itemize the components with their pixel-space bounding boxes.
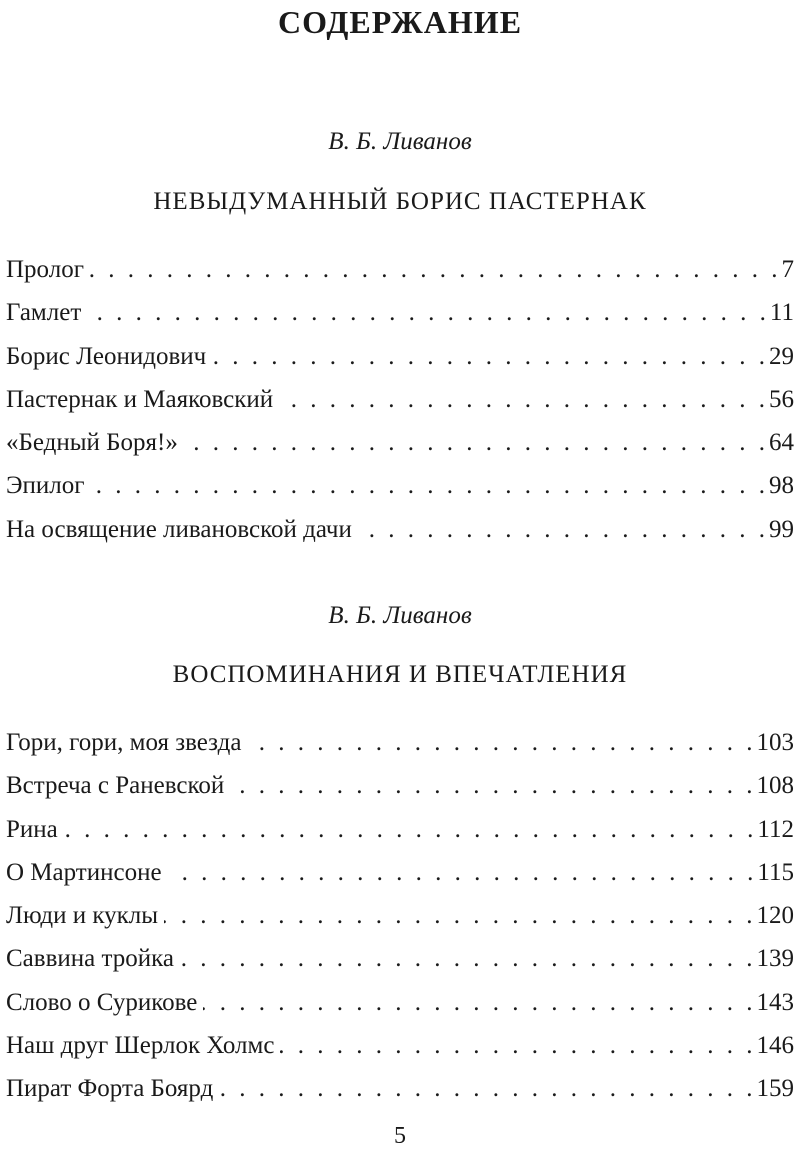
toc-entry-title: Слово о Сурикове xyxy=(6,988,198,1016)
toc-entry[interactable] xyxy=(6,421,794,464)
section-1-entries xyxy=(6,248,794,551)
toc-entry-page: 7 xyxy=(781,256,794,283)
toc-entry[interactable] xyxy=(6,851,794,894)
dot-leader xyxy=(87,291,766,334)
toc-entry-title: Пролог xyxy=(6,256,84,283)
dot-leader xyxy=(168,851,754,894)
page-number: 5 xyxy=(394,1123,406,1149)
section-1-author: В. Б. Ливанов xyxy=(328,128,472,155)
dot-leader xyxy=(203,981,752,1024)
toc-entry[interactable] xyxy=(6,378,794,421)
toc-entry-page: 146 xyxy=(756,1032,794,1060)
toc-entry-page: 98 xyxy=(769,472,794,500)
toc-entry[interactable] xyxy=(6,291,794,334)
toc-entry[interactable] xyxy=(6,1067,794,1110)
toc-entry-title: Гори, гори, моя звезда xyxy=(6,729,242,756)
dot-leader xyxy=(212,335,765,378)
toc-entry[interactable] xyxy=(6,808,794,851)
dot-leader xyxy=(164,894,752,937)
toc-entry[interactable] xyxy=(6,764,794,807)
toc-entry[interactable] xyxy=(6,894,794,937)
toc-entry-title: О Мартинсоне xyxy=(6,858,162,886)
dot-leader xyxy=(91,464,766,507)
toc-entry[interactable] xyxy=(6,248,794,291)
toc-entry-page: 103 xyxy=(756,729,794,756)
toc-entry[interactable] xyxy=(6,1024,794,1067)
toc-entry[interactable] xyxy=(6,464,794,507)
toc-entry-page: 143 xyxy=(756,988,794,1016)
toc-entry-page: 139 xyxy=(756,945,794,973)
dot-leader xyxy=(219,1067,752,1110)
section-2-title: ВОСПОМИНАНИЯ И ВПЕЧАТЛЕНИЯ xyxy=(172,661,628,688)
section-1-title: НЕВЫДУМАННЫЙ БОРИС ПАСТЕРНАК xyxy=(153,188,647,215)
toc-entry-title: Пират Форта Боярд xyxy=(6,1075,214,1103)
dot-leader xyxy=(280,1024,752,1067)
toc-entry[interactable] xyxy=(6,508,794,551)
toc-entry-page: 108 xyxy=(756,772,794,800)
toc-entry-page: 99 xyxy=(769,515,794,543)
section-2-entries xyxy=(6,721,794,1111)
toc-entry-title: Гамлет xyxy=(6,299,82,327)
toc-entry-title: Эпилог xyxy=(6,472,85,500)
toc-entry-page: 64 xyxy=(769,429,794,457)
toc-entry[interactable] xyxy=(6,981,794,1024)
dot-leader xyxy=(247,721,752,764)
toc-entry-page: 115 xyxy=(757,858,794,886)
toc-entry-page: 112 xyxy=(757,815,794,843)
dot-leader xyxy=(90,248,778,291)
toc-entry-title: Встреча с Раневской xyxy=(6,772,225,800)
toc-entry-page: 159 xyxy=(756,1075,794,1103)
dot-leader xyxy=(184,421,765,464)
dot-leader xyxy=(64,808,754,851)
toc-entry-title: На освящение ливановской дачи xyxy=(6,515,352,543)
toc-entry-title: «Бедный Боря!» xyxy=(6,429,178,457)
toc-entry-page: 29 xyxy=(769,342,794,370)
toc-entry-title: Пастернак и Маяковский xyxy=(6,385,274,413)
toc-entry-title: Саввина тройка xyxy=(6,945,174,973)
section-2-author: В. Б. Ливанов xyxy=(328,602,472,629)
toc-entry-title: Борис Леонидович xyxy=(6,342,207,370)
toc-entry-page: 120 xyxy=(756,902,794,930)
toc-entry[interactable] xyxy=(6,937,794,980)
toc-entry-title: Наш друг Шерлок Холмс xyxy=(6,1032,275,1060)
dot-leader xyxy=(180,937,753,980)
toc-entry[interactable] xyxy=(6,335,794,378)
toc-entry-page: 56 xyxy=(769,385,794,413)
page-title: СОДЕРЖАНИЕ xyxy=(277,4,523,40)
dot-leader xyxy=(279,378,765,421)
dot-leader xyxy=(230,764,752,807)
toc-entry-page: 11 xyxy=(769,299,794,327)
toc-entry-title: Рина xyxy=(6,815,58,843)
toc-entry-title: Люди и куклы xyxy=(6,902,159,930)
toc-entry[interactable] xyxy=(6,721,794,764)
dot-leader xyxy=(358,508,765,551)
